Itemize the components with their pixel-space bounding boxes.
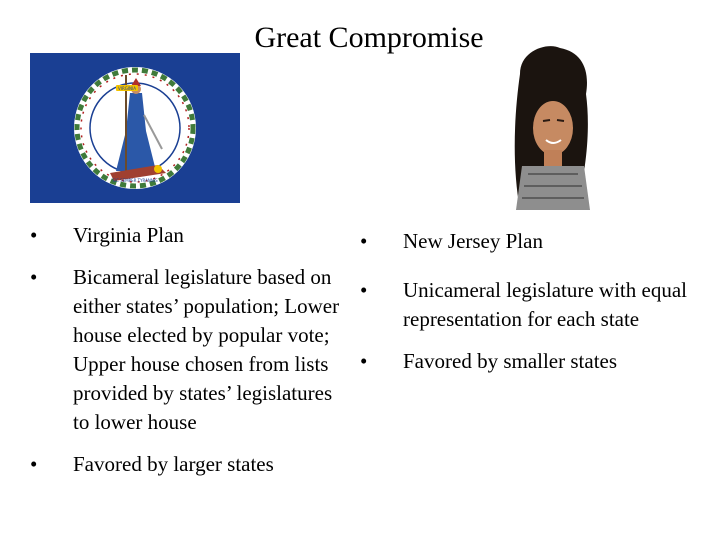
slide-title: Great Compromise xyxy=(254,21,484,54)
list-item xyxy=(30,450,350,479)
virginia-seal-graphic xyxy=(30,53,240,203)
new-jersey-plan-support: Favored by smaller states xyxy=(403,349,618,373)
virginia-plan-heading: Virginia Plan xyxy=(73,223,184,247)
bullet-marker: • xyxy=(360,349,368,373)
portrait-photo xyxy=(510,46,593,210)
list-item xyxy=(360,276,700,334)
bullet-marker: • xyxy=(30,223,38,247)
bullet-marker: • xyxy=(360,229,368,253)
virginia-flag-image xyxy=(30,53,240,203)
seal-state-name: VIRGINIA xyxy=(118,86,136,91)
virginia-plan-support: Favored by larger states xyxy=(73,452,274,476)
list-item xyxy=(360,227,700,256)
virginia-plan-description: Bicameral legislature based on either states’ population; Lower house elected by popular vote; Upper house chosen from lists provided by states’ legislatures to lower house xyxy=(73,265,340,434)
bullet-marker: • xyxy=(360,278,368,302)
seal-motto: SIC SEMPER TYRANNIS xyxy=(112,178,158,183)
list-item xyxy=(360,347,700,376)
virginia-plan-list xyxy=(30,221,350,479)
list-item xyxy=(30,263,350,437)
new-jersey-plan-heading: New Jersey Plan xyxy=(403,229,543,253)
new-jersey-plan-list xyxy=(360,227,700,376)
list-item xyxy=(30,221,350,250)
bullet-marker: • xyxy=(30,452,38,476)
portrait-graphic xyxy=(510,46,593,210)
bullet-marker: • xyxy=(30,265,38,289)
new-jersey-plan-description: Unicameral legislature with equal representation for each state xyxy=(403,278,687,331)
